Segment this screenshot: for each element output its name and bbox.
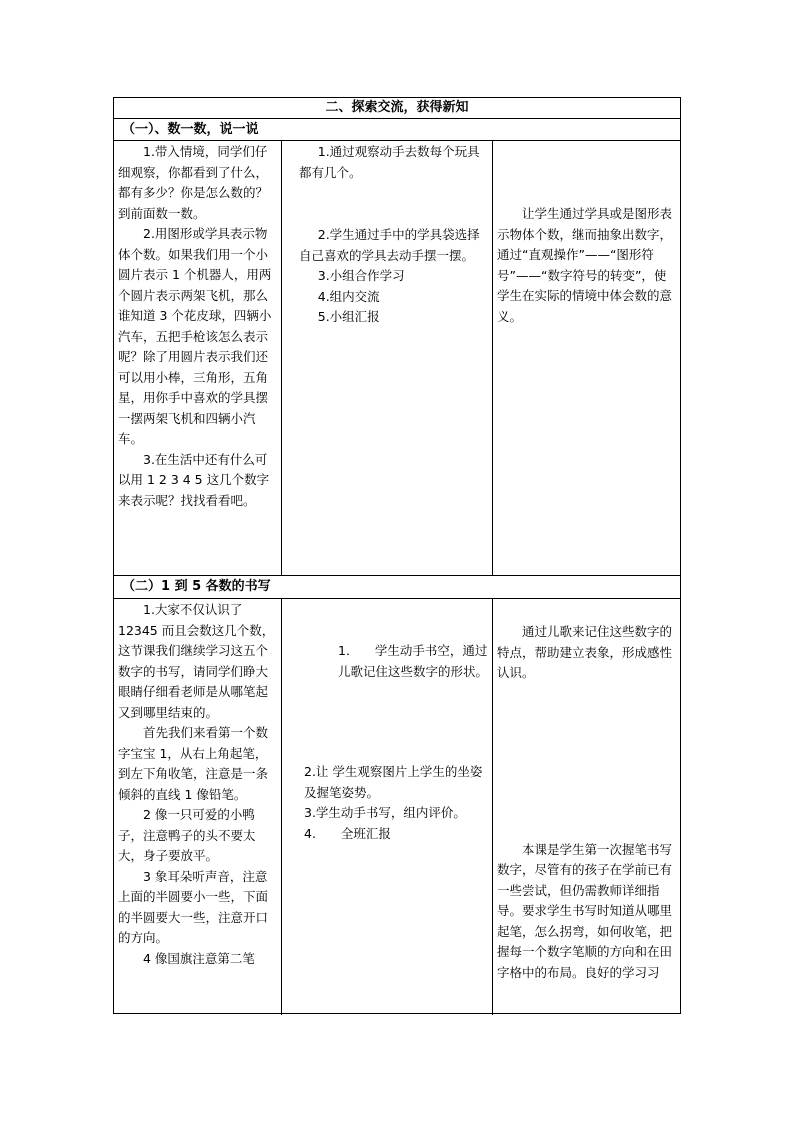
section2-intent-para: 通过儿歌来记住这些数字的特点，帮助建立表象，形成感性认识。 <box>497 624 673 680</box>
col-divider <box>492 140 493 575</box>
section2-student-col <box>304 641 492 844</box>
section1-intent-col <box>497 204 677 327</box>
section1-student-col <box>299 142 489 328</box>
section2-title: （二）1 到 5 各数的书写 <box>122 579 271 594</box>
section1-intent-para: 让学生通过学具或是图形表示物体个数，继而抽象出数字，通过“直观操作”——“图形符号”——“数字符号的转变”，使学生在实际的情境中体会数的意义。 <box>497 206 673 324</box>
row-divider <box>114 598 680 599</box>
section2-teacher-para: 首先我们来看第一个数字宝宝 1，从右上角起笔，到左下角收笔，注意是一条倾斜的直线 1 像铅笔。 <box>118 725 269 802</box>
section1-title: （一）、数一数，说一说 <box>122 122 259 137</box>
section1-teacher-col <box>118 142 278 511</box>
section1-teacher-para: 1.带入情境，同学们仔细观察，你都看到了什么，都有多少？你是怎么数的？到前面数一数。 <box>118 144 269 221</box>
section2-student-item <box>304 641 492 682</box>
section2-student-item: 4. 全班汇报 <box>304 825 391 841</box>
col-divider <box>281 140 282 575</box>
section2-intent-para: 本课是学生第一次握笔书写数字，尽管有的孩子在学前已有一些尝试，但仍需教师详细指导。要求学生书写时知道从哪里起笔，怎么拐弯，如何收笔，把握每一个数字笔顺的方向和在田字格中的布局。良好的学习习 <box>497 841 673 980</box>
section2-intent-col <box>497 622 677 983</box>
table-header: 二、探索交流，获得新知 <box>325 100 469 115</box>
section2-teacher-para: 2 像一只可爱的小鸭子，注意鸭子的头不要太大，身子要放平。 <box>118 807 256 863</box>
section2-teacher-col <box>118 600 278 969</box>
lesson-table <box>113 97 681 1014</box>
section1-student-item: 4.组内交流 <box>317 288 380 304</box>
section1-student-item: 1.通过观察动手去数每个玩具都有几个。 <box>299 144 480 180</box>
section1-student-item: 5.小组汇报 <box>317 309 380 324</box>
section2-student-item: 2.让 学生观察图片上学生的坐姿 及握笔姿势。 <box>304 764 483 800</box>
col-divider <box>492 598 493 1015</box>
section1-teacher-para: 2.用图形或学具表示物体个数。如果我们用一个小圆片表示 1 个机器人，用两个圆片表示两架飞机，那么谁知道 3 个花皮球，四辆小汽车，五把手枪该怎么表示呢？除了用圆片表示我们还可以用小棒，三角形，五角星，用你手中喜欢的学具摆一摆两架飞机和四辆小汽车。 <box>118 226 272 446</box>
section2-teacher-para: 1.大家不仅认识了 12345 而且会数这几个数，这节课我们继续学习这五个数字的书写，请同学们睁大眼睛仔细看老师是从哪笔起又到哪里结束的。 <box>118 602 275 720</box>
section1-teacher-para: 3.在生活中还有什么可以用 1 2 3 4 5 这几个数字来表示呢？找找看看吧。 <box>118 451 270 508</box>
section2-teacher-para: 4 像国旗注意第二笔 <box>143 950 255 966</box>
row-divider <box>114 118 680 119</box>
section2-teacher-para: 3 象耳朵听声音，注意上面的半圆要小一些，下面的半圆要大一些，注意开口的方向。 <box>118 868 269 945</box>
col-divider <box>281 598 282 1015</box>
section2-student-item: 3.学生动手书写，组内评价。 <box>304 805 466 820</box>
section1-student-item: 3.小组合作学习 <box>317 268 405 283</box>
section1-student-item: 2.学生通过手中的学具袋选择自己喜欢的学具去动手摆一摆。 <box>299 227 480 263</box>
section2-student-item-text: 1. 学生动手书空，通过儿歌记住这些数字的形状。 <box>338 643 489 679</box>
row-divider <box>114 140 680 141</box>
row-divider <box>114 575 680 576</box>
